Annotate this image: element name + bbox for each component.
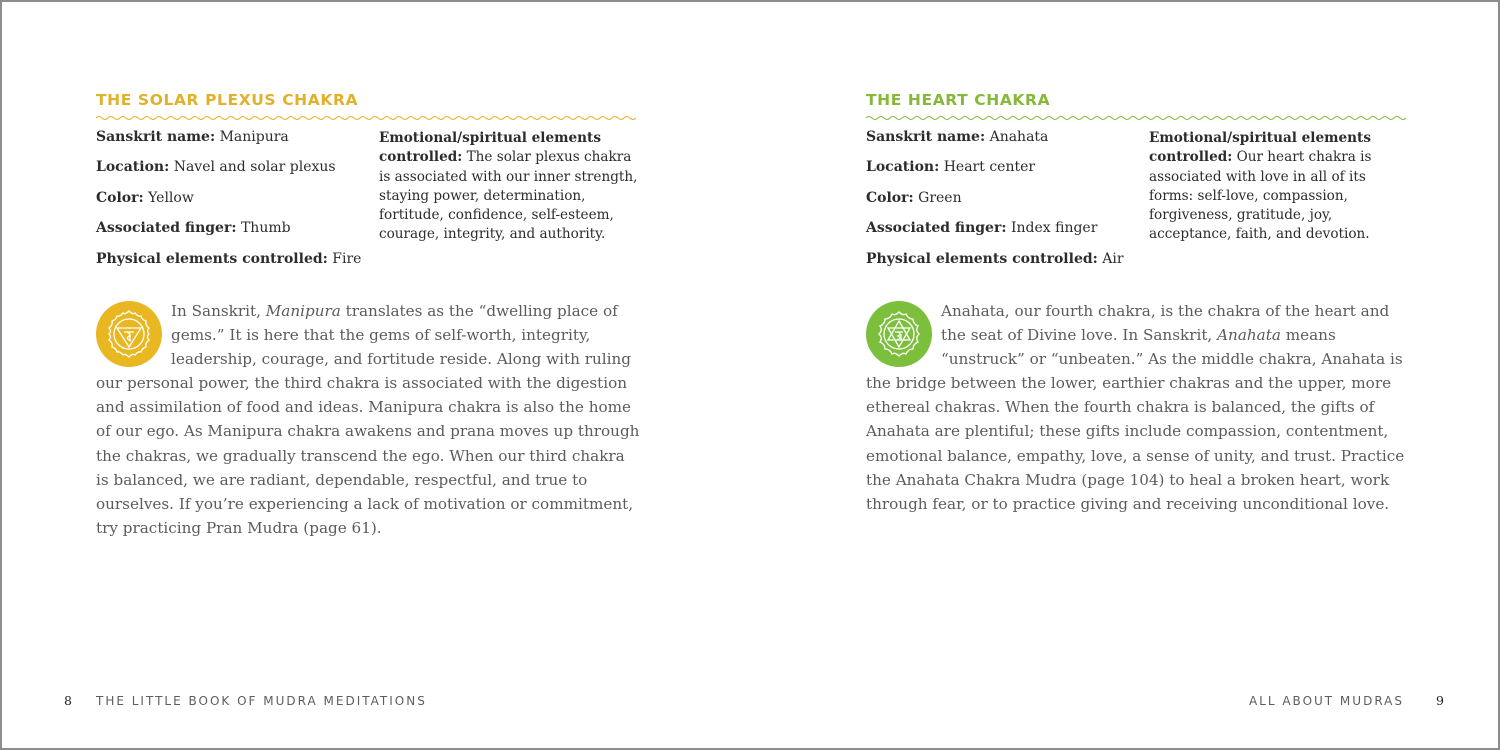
emotional-elements: Emotional/spiritual elements controlled: Our heart chakra is associated with love in all of its forms: self-love, compassion, forgiveness, gratitude, joy, acceptance, faith, and devotion.: [1149, 130, 1372, 243]
section-title: THE SOLAR PLEXUS CHAKRA: [96, 91, 359, 109]
info-row-location: Location: Heart center: [866, 159, 1036, 176]
wavy-rule: [96, 114, 636, 122]
anahata-chakra-icon: [866, 301, 932, 367]
left-page: [2, 2, 750, 748]
chakra-description: In Sanskrit, Manipura translates as the “dwelling place of gems.” It is here that the gems of self-worth, integrity, leadership, courage, and fortitude reside. Along with ruling our personal power, the third chakra is associated with the digestion and assimilation of food and ideas. Manipura chakra is also the home of our ego. As Manipura chakra awakens and prana moves up through the chakras, we gradually transcend the ego. When our third chakra is balanced, we are radiant, dependable, respectful, and true to ourselves. If you’re experiencing a lack of motivation or commitment, try practicing Pran Mudra (page 61).: [96, 302, 640, 537]
running-head: ALL ABOUT MUDRAS: [1248, 694, 1404, 708]
chakra-info-list: [866, 129, 1136, 281]
info-row-color: Color: Yellow: [96, 189, 194, 206]
info-row-associated-finger: Associated finger: Index finger: [866, 220, 1098, 237]
right-page: [750, 2, 1498, 748]
emotional-elements: Emotional/spiritual elements controlled: The solar plexus chakra is associated with our inner strength, staying power, determination, fortitude, confidence, self-esteem, courage, integrity, and authority.: [379, 130, 638, 243]
running-head: THE LITTLE BOOK OF MUDRA MEDITATIONS: [96, 694, 427, 708]
info-row-sanskrit-name: Sanskrit name: Anahata: [866, 129, 1049, 145]
page-number: 8: [64, 693, 72, 708]
section-title: THE HEART CHAKRA: [866, 91, 1051, 109]
manipura-chakra-icon: [96, 301, 162, 367]
info-row-physical-elements: Physical elements controlled: Fire: [96, 250, 362, 267]
book-spread: [2, 2, 1498, 748]
info-row-associated-finger: Associated finger: Thumb: [96, 220, 291, 237]
page-number: 9: [1436, 693, 1444, 708]
info-row-physical-elements: Physical elements controlled: Air: [866, 250, 1124, 267]
chakra-info-list: [96, 129, 366, 281]
info-row-color: Color: Green: [866, 189, 962, 206]
chakra-description: Anahata, our fourth chakra, is the chakra of the heart and the seat of Divine love. In Sanskrit, Anahata means “unstruck” or “unbeaten.” As the middle chakra, Anahata is the bridge between the lower, earthier chakras and the upper, more ethereal chakras. When the fourth chakra is balanced, the gifts of Anahata are plentiful; these gifts include compassion, contentment, emotional balance, empathy, love, a sense of unity, and trust. Practice the Anahata Chakra Mudra (page 104) to heal a broken heart, work through fear, or to practice giving and receiving unconditional love.: [866, 302, 1405, 513]
info-row-location: Location: Navel and solar plexus: [96, 159, 336, 176]
wavy-rule: [866, 114, 1406, 122]
info-row-sanskrit-name: Sanskrit name: Manipura: [96, 129, 289, 145]
